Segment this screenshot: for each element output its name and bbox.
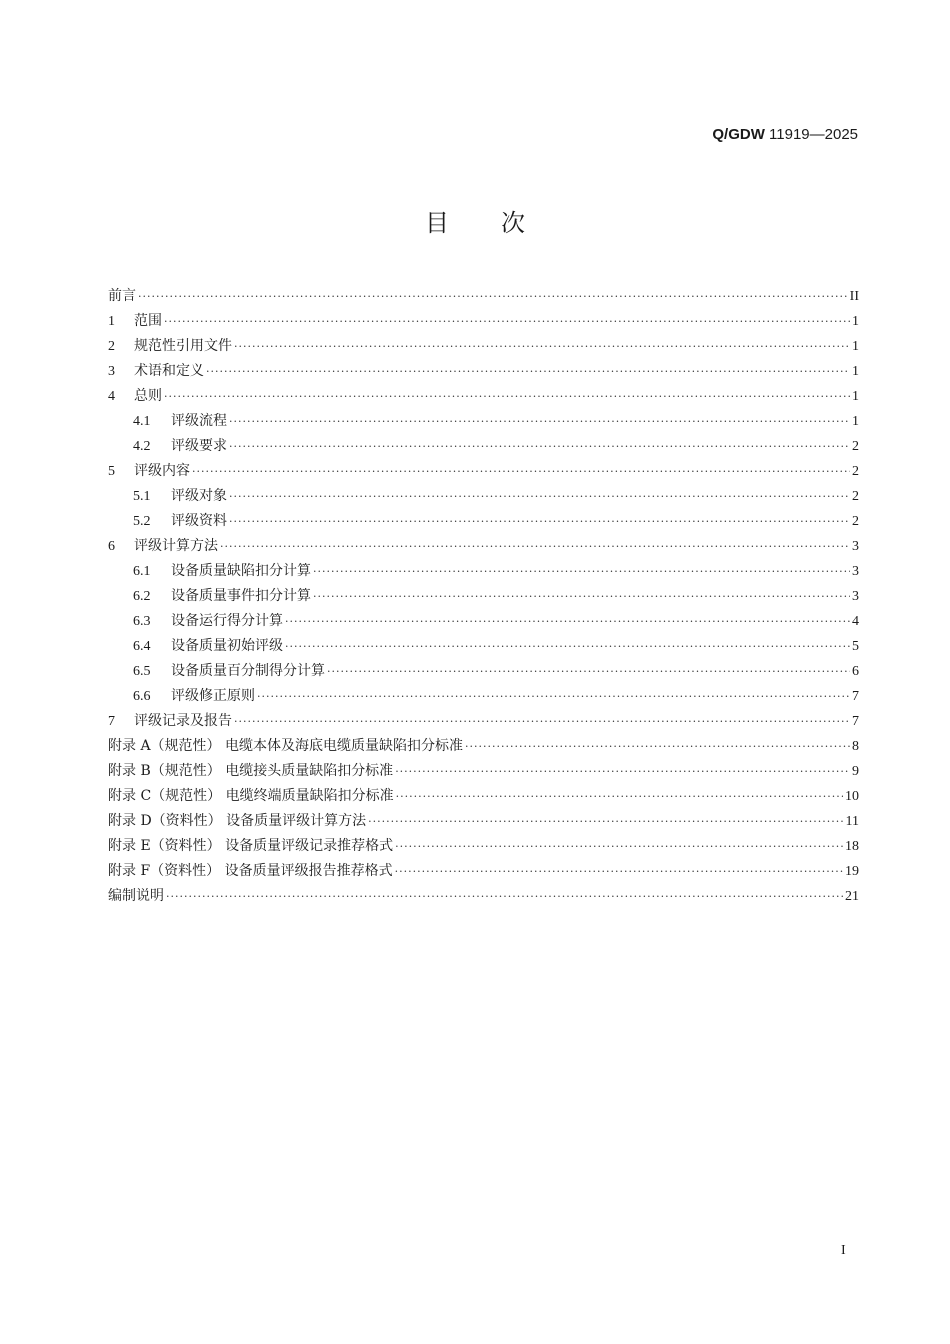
toc-entry-page: 10	[845, 789, 859, 804]
dot-leader	[234, 334, 850, 359]
toc-entry-label: 评级修正原则	[171, 688, 255, 704]
toc-entry-page: 4	[852, 614, 859, 629]
toc-entry-label: 设备质量百分制得分计算	[171, 663, 325, 679]
toc-entry-number: 3	[108, 364, 115, 379]
toc-entry-label: 编制说明	[108, 888, 164, 904]
dot-leader	[229, 409, 850, 434]
toc-entry-number: 5.2	[133, 514, 151, 529]
toc-entry-label: 评级对象	[171, 488, 227, 504]
toc-entry-page: 7	[852, 714, 859, 729]
dot-leader	[368, 809, 843, 834]
dot-leader	[192, 459, 850, 484]
toc-entry[interactable]	[108, 459, 859, 484]
toc-entry-page: 2	[852, 464, 859, 479]
code-number: 11919—2025	[769, 126, 858, 143]
toc-entry-page: II	[849, 289, 859, 304]
toc-entry-page: 1	[852, 339, 859, 354]
toc-entry[interactable]	[108, 534, 859, 559]
dot-leader	[465, 734, 850, 759]
toc-entry-page: 1	[852, 364, 859, 379]
toc-entry-page: 8	[852, 739, 859, 754]
dot-leader	[396, 784, 843, 809]
dot-leader	[164, 384, 850, 409]
dot-leader	[234, 709, 850, 734]
toc-entry-number: 4	[108, 389, 115, 404]
toc-entry-number: 7	[108, 714, 115, 729]
dot-leader	[229, 484, 850, 509]
toc-entry-label: 设备质量缺陷扣分计算	[171, 563, 311, 579]
toc-entry-label: 附录 A（规范性） 电缆本体及海底电缆质量缺陷扣分标准	[108, 738, 464, 754]
toc-entry[interactable]	[108, 434, 859, 459]
dot-leader	[313, 559, 850, 584]
toc-entry[interactable]	[108, 784, 859, 809]
toc-entry-number: 5	[108, 464, 115, 479]
toc-entry-page: 5	[852, 639, 859, 654]
toc-entry-page: 7	[852, 689, 859, 704]
toc-entry-number: 4.2	[133, 439, 151, 454]
dot-leader	[138, 284, 848, 309]
toc-entry-label: 总则	[134, 388, 162, 404]
toc-entry[interactable]	[108, 809, 859, 834]
toc-entry[interactable]	[108, 334, 859, 359]
toc-entry-label: 评级要求	[171, 438, 227, 454]
toc-entry-page: 3	[852, 539, 859, 554]
toc-title: 目次	[425, 209, 577, 237]
toc-entry[interactable]	[108, 309, 859, 334]
dot-leader	[285, 634, 850, 659]
toc-entry-page: 18	[845, 839, 859, 854]
toc-entry-label: 附录 F（资料性） 设备质量评级报告推荐格式	[108, 863, 393, 879]
toc-entry-page: 6	[852, 664, 859, 679]
toc-entry[interactable]	[108, 709, 859, 734]
dot-leader	[395, 834, 843, 859]
toc-entry-page: 1	[852, 314, 859, 329]
toc-entry-label: 设备运行得分计算	[171, 613, 283, 629]
toc-entry-number: 6.1	[133, 564, 151, 579]
toc-entry-page: 2	[852, 489, 859, 504]
toc-entry-label: 附录 E（资料性） 设备质量评级记录推荐格式	[108, 838, 394, 854]
toc-entry[interactable]	[108, 834, 859, 859]
table-of-contents	[108, 284, 859, 909]
toc-entry-label: 设备质量事件扣分计算	[171, 588, 311, 604]
toc-entry-page: 2	[852, 514, 859, 529]
toc-entry-label: 评级计算方法	[134, 538, 218, 554]
toc-entry-number: 6.2	[133, 589, 151, 604]
toc-entry-label: 附录 C（规范性） 电缆终端质量缺陷扣分标准	[108, 788, 394, 804]
toc-entry-label: 前言	[108, 288, 136, 304]
dot-leader	[327, 659, 850, 684]
page-number: I	[841, 1243, 846, 1258]
toc-entry[interactable]	[108, 884, 859, 909]
dot-leader	[229, 509, 850, 534]
toc-entry-label: 评级流程	[171, 413, 227, 429]
toc-entry-number: 5.1	[133, 489, 151, 504]
toc-entry-label: 评级内容	[134, 463, 190, 479]
toc-entry-page: 3	[852, 589, 859, 604]
toc-entry[interactable]	[108, 759, 859, 784]
toc-entry-page: 2	[852, 439, 859, 454]
toc-entry-number: 6.5	[133, 664, 151, 679]
dot-leader	[285, 609, 850, 634]
toc-entry[interactable]	[108, 409, 859, 434]
toc-entry[interactable]	[108, 284, 859, 309]
toc-entry-number: 6.4	[133, 639, 151, 654]
dot-leader	[164, 309, 850, 334]
toc-entry-number: 4.1	[133, 414, 151, 429]
toc-entry[interactable]	[108, 659, 859, 684]
toc-entry[interactable]	[108, 634, 859, 659]
dot-leader	[229, 434, 850, 459]
toc-entry[interactable]	[108, 609, 859, 634]
toc-entry-page: 3	[852, 564, 859, 579]
dot-leader	[257, 684, 850, 709]
dot-leader	[395, 759, 850, 784]
toc-entry-number: 2	[108, 339, 115, 354]
toc-entry[interactable]	[108, 734, 859, 759]
toc-entry-number: 6	[108, 539, 115, 554]
toc-entry[interactable]	[108, 384, 859, 409]
toc-entry[interactable]	[108, 584, 859, 609]
document-code	[712, 126, 858, 143]
dot-leader	[395, 859, 843, 884]
toc-entry-page: 9	[852, 764, 859, 779]
toc-entry-label: 评级资料	[171, 513, 227, 529]
toc-entry-page: 19	[845, 864, 859, 879]
toc-entry-page: 1	[852, 389, 859, 404]
toc-entry[interactable]	[108, 509, 859, 534]
toc-entry-number: 6.3	[133, 614, 151, 629]
toc-entry-label: 评级记录及报告	[134, 713, 232, 729]
toc-entry[interactable]	[108, 559, 859, 584]
toc-entry-label: 规范性引用文件	[134, 338, 232, 354]
toc-entry[interactable]	[108, 484, 859, 509]
toc-entry-page: 11	[845, 814, 859, 829]
toc-entry-label: 术语和定义	[134, 363, 204, 379]
toc-entry-label: 附录 D（资料性） 设备质量评级计算方法	[108, 813, 367, 829]
toc-entry[interactable]	[108, 684, 859, 709]
toc-entry-label: 附录 B（规范性） 电缆接头质量缺陷扣分标准	[108, 763, 394, 779]
toc-entry-page: 1	[852, 414, 859, 429]
toc-entry-number: 6.6	[133, 689, 151, 704]
toc-entry[interactable]	[108, 859, 859, 884]
toc-entry-label: 范围	[134, 313, 162, 329]
toc-entry[interactable]	[108, 359, 859, 384]
dot-leader	[313, 584, 850, 609]
dot-leader	[206, 359, 850, 384]
toc-entry-page: 21	[845, 889, 859, 904]
dot-leader	[166, 884, 843, 909]
toc-entry-number: 1	[108, 314, 115, 329]
code-prefix: Q/GDW	[712, 126, 765, 143]
toc-entry-label: 设备质量初始评级	[171, 638, 283, 654]
dot-leader	[220, 534, 850, 559]
